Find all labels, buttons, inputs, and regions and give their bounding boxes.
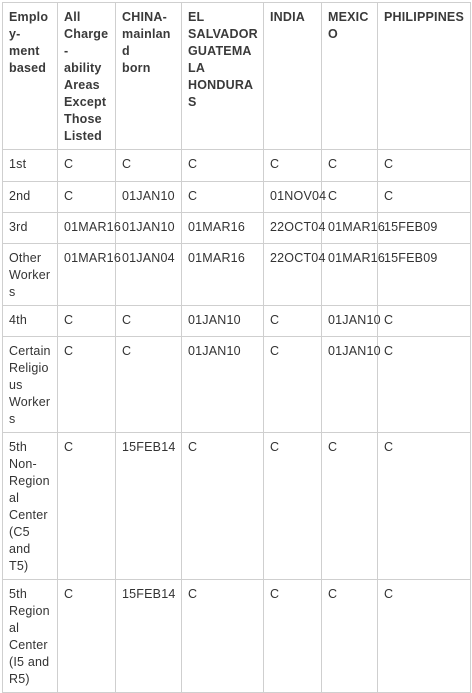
table-cell: C bbox=[378, 337, 471, 433]
table-cell: 15FEB14 bbox=[116, 580, 182, 693]
table-cell: 22OCT04 bbox=[264, 213, 322, 244]
table-cell: 01JAN10 bbox=[182, 337, 264, 433]
row-label bbox=[3, 150, 58, 182]
header-label: INDIA bbox=[270, 10, 306, 24]
table-row bbox=[3, 580, 471, 693]
table-cell: C bbox=[58, 182, 116, 213]
table-cell: 15FEB09 bbox=[378, 213, 471, 244]
table-cell: 01JAN10 bbox=[116, 213, 182, 244]
row-label bbox=[3, 306, 58, 337]
row-label-text: Other Workers bbox=[9, 251, 51, 299]
table-row bbox=[3, 213, 471, 244]
header-label: MEXICO bbox=[328, 10, 369, 41]
table-cell: C bbox=[322, 150, 378, 182]
table-cell: C bbox=[264, 150, 322, 182]
table-cell: C bbox=[264, 433, 322, 580]
table-cell: C bbox=[322, 182, 378, 213]
table-cell: C bbox=[322, 433, 378, 580]
header-label: Employ- ment based bbox=[9, 10, 49, 75]
row-label-text: 3rd bbox=[9, 220, 28, 234]
table-cell: C bbox=[322, 580, 378, 693]
row-label bbox=[3, 433, 58, 580]
table-cell: C bbox=[182, 580, 264, 693]
table-cell: C bbox=[58, 433, 116, 580]
row-label-text: Certain Religious Workers bbox=[9, 344, 51, 426]
table-cell: 15FEB09 bbox=[378, 244, 471, 306]
table-cell: C bbox=[378, 433, 471, 580]
table-cell: 01MAR16 bbox=[58, 244, 116, 306]
table-cell: C bbox=[58, 306, 116, 337]
table-cell: C bbox=[378, 580, 471, 693]
table-cell: C bbox=[182, 150, 264, 182]
table-row bbox=[3, 337, 471, 433]
row-label bbox=[3, 337, 58, 433]
table-row bbox=[3, 433, 471, 580]
row-label bbox=[3, 182, 58, 213]
header-label: CHINA- mainland born bbox=[122, 10, 171, 75]
row-label-text: 5th Non- Regional Center (C5 and T5) bbox=[9, 440, 50, 573]
header-mexico bbox=[322, 3, 378, 150]
header-india bbox=[264, 3, 322, 150]
table-cell: C bbox=[378, 306, 471, 337]
table-cell: 01MAR16 bbox=[322, 213, 378, 244]
table-row bbox=[3, 150, 471, 182]
row-label bbox=[3, 580, 58, 693]
table-cell: 22OCT04 bbox=[264, 244, 322, 306]
header-label: All Charge- ability Areas Except Those Listed bbox=[64, 10, 109, 143]
row-label-text: 4th bbox=[9, 313, 27, 327]
table-cell: 01MAR16 bbox=[182, 244, 264, 306]
table-cell: C bbox=[116, 306, 182, 337]
table-cell: C bbox=[264, 580, 322, 693]
table-cell: 01MAR16 bbox=[58, 213, 116, 244]
table-cell: C bbox=[58, 580, 116, 693]
table-cell: 01MAR16 bbox=[182, 213, 264, 244]
table-cell: C bbox=[264, 337, 322, 433]
table-cell: C bbox=[116, 150, 182, 182]
table-cell: 15FEB14 bbox=[116, 433, 182, 580]
table-cell: 01JAN04 bbox=[116, 244, 182, 306]
table-row bbox=[3, 182, 471, 213]
row-label bbox=[3, 213, 58, 244]
table-cell: 01JAN10 bbox=[182, 306, 264, 337]
table-cell: 01JAN10 bbox=[116, 182, 182, 213]
table-cell: 01JAN10 bbox=[322, 306, 378, 337]
table-cell: C bbox=[182, 433, 264, 580]
header-label: EL SALVADOR GUATEMALA HONDURAS bbox=[188, 10, 258, 109]
row-label bbox=[3, 244, 58, 306]
row-label-text: 1st bbox=[9, 157, 27, 171]
table-cell: C bbox=[58, 337, 116, 433]
table-cell: C bbox=[116, 337, 182, 433]
table-cell: 01NOV04 bbox=[264, 182, 322, 213]
table-row bbox=[3, 306, 471, 337]
header-china bbox=[116, 3, 182, 150]
row-label-text: 5th Regional Center (I5 and R5) bbox=[9, 587, 50, 686]
row-label-text: 2nd bbox=[9, 189, 31, 203]
visa-bulletin-table bbox=[2, 2, 471, 693]
table-cell: C bbox=[378, 182, 471, 213]
header-row bbox=[3, 3, 471, 150]
table-cell: 01JAN10 bbox=[322, 337, 378, 433]
table-cell: C bbox=[378, 150, 471, 182]
table-cell: C bbox=[58, 150, 116, 182]
header-el-salvador-guatemala-honduras bbox=[182, 3, 264, 150]
header-all-chargeability bbox=[58, 3, 116, 150]
header-label: PHILIPPINES bbox=[384, 10, 464, 24]
header-philippines bbox=[378, 3, 471, 150]
header-employment-based bbox=[3, 3, 58, 150]
table-cell: C bbox=[182, 182, 264, 213]
table-row bbox=[3, 244, 471, 306]
table-cell: C bbox=[264, 306, 322, 337]
table-cell: 01MAR16 bbox=[322, 244, 378, 306]
